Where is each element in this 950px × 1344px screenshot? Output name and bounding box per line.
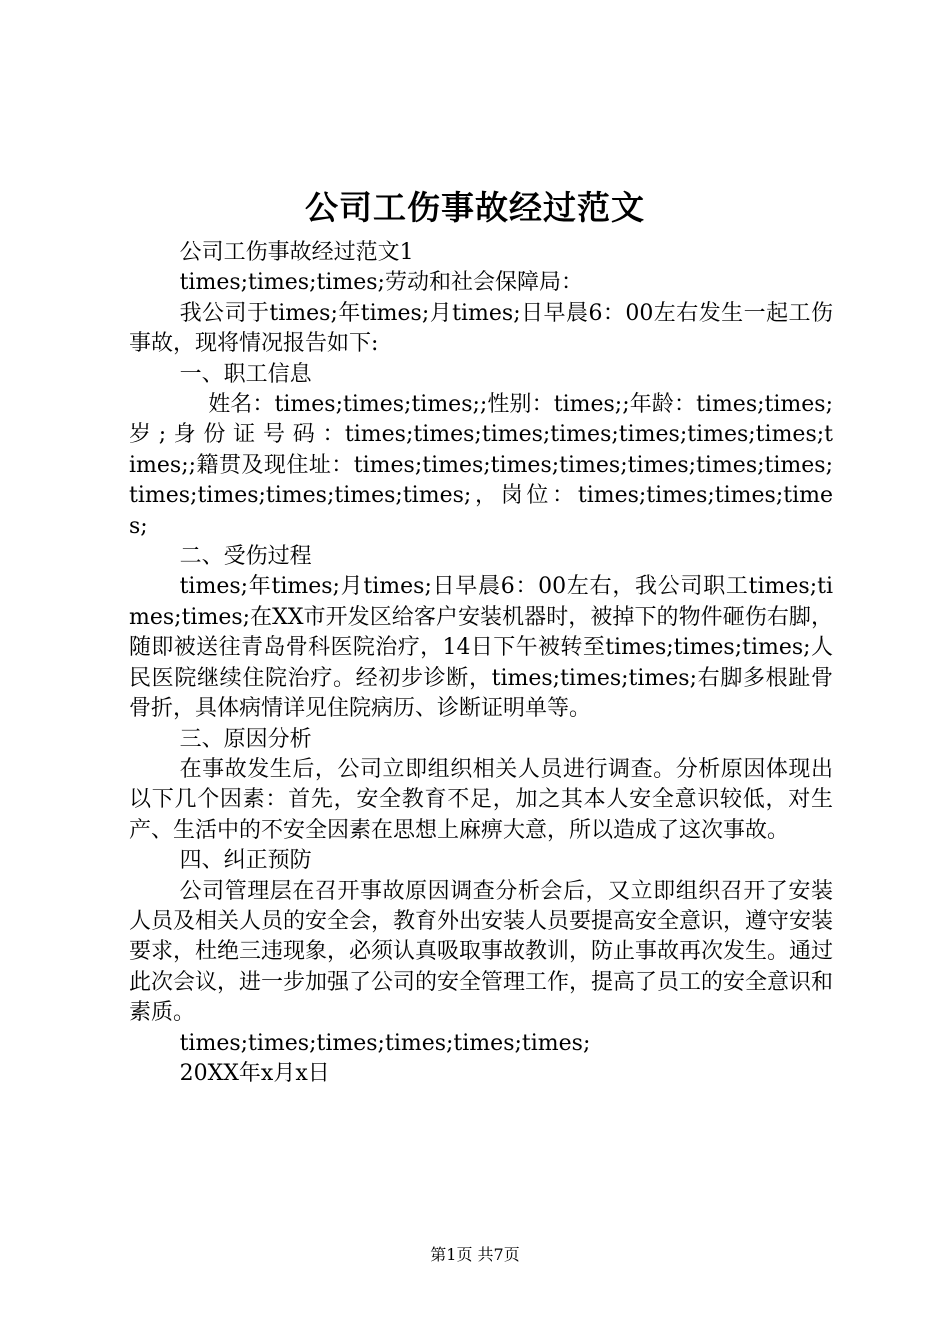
paragraph-date: 20XX年x月x日 xyxy=(179,1060,330,1086)
heading-injury-process: 二、受伤过程 xyxy=(179,544,312,570)
paragraph-employee-info: 姓名：times;times;times;;性别：times;;年龄：times;times; 岁 ; 身 份 证 号 码 ：times;times;times;times;times;times;times;times;;籍贯及现住址：times;times;times;times;times;times;times;times;times;times;times;times;，岗位：times;times;times;times; xyxy=(129,392,833,539)
heading-employee-info: 一、职工信息 xyxy=(179,361,312,387)
document-body xyxy=(129,238,833,1089)
paragraph-subtitle: 公司工伤事故经过范文1 xyxy=(179,240,414,265)
paragraph-injury-process: times;年times;月times;日早晨6：00左右，我公司职工times;times;times;在XX市开发区给客户安装机器时，被掉下的物件砸伤右脚，随即被送往青岛骨科医院治疗，14日下午被转至times;times;times;人民医院继续住院治疗。经初步诊断，times;times;times;右脚多根趾骨骨折，具体病情详见住院病历、诊断证明单等。 xyxy=(129,574,833,722)
page-number: 第1页 共7页 xyxy=(430,1245,520,1264)
paragraph-cause-analysis: 在事故发生后，公司立即组织相关人员进行调查。分析原因体现出以下几个因素：首先，安全教育不足，加之其本人安全意识较低，对生产、生活中的不安全因素在思想上麻痹大意，所以造成了这次事故。 xyxy=(129,756,833,843)
paragraph-addressee: times;times;times;劳动和社会保障局： xyxy=(179,270,583,296)
paragraph-intro: 我公司于times;年times;月times;日早晨6：00左右发生一起工伤事故，现将情况报告如下: xyxy=(129,300,833,357)
document-title: 公司工伤事故经过范文 xyxy=(305,188,645,227)
paragraph-signature: times;times;times;times;times;times; xyxy=(179,1030,591,1056)
paragraph-prevention: 公司管理层在召开事故原因调查分析会后，又立即组织召开了安装人员及相关人员的安全会，教育外出安装人员要提高安全意识，遵守安装要求，杜绝三违现象，必须认真吸取事故教训，防止事故再次发生。通过此次会议，进一步加强了公司的安全管理工作，提高了员工的安全意识和素质。 xyxy=(129,878,834,1026)
heading-prevention: 四、纠正预防 xyxy=(179,848,312,874)
heading-cause-analysis: 三、原因分析 xyxy=(179,726,312,752)
